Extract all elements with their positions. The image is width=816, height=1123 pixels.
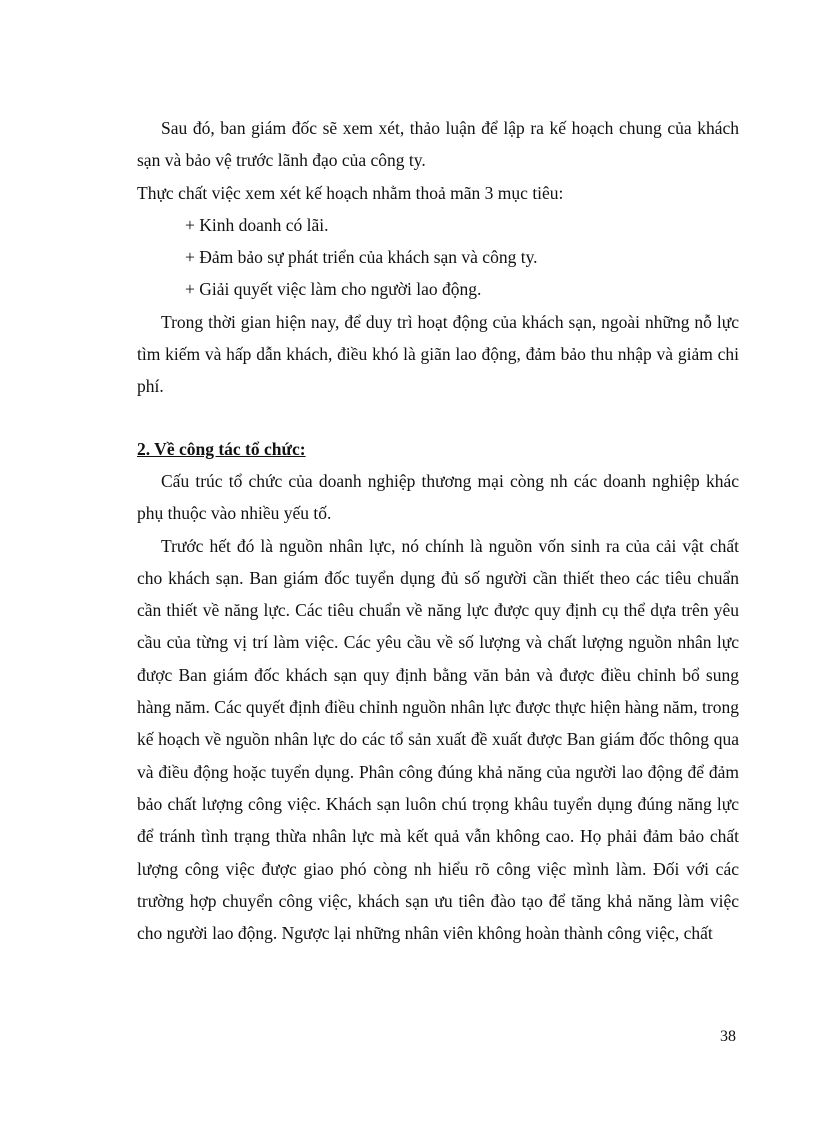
page-number: 38	[720, 1028, 736, 1045]
section-heading: 2. Về công tác tổ chức:	[137, 438, 306, 459]
paragraph-structure: Cấu trúc tổ chức của doanh nghiệp thương mại còng nh các doanh nghiệp khác phụ thuộc vào nhiều yếu tố.	[137, 470, 739, 524]
paragraph-objectives-lead: Thực chất việc xem xét kế hoạch nhằm thoả mãn 3 mục tiêu:	[137, 182, 564, 203]
paragraph-human-resources: Trước hết đó là nguồn nhân lực, nó chính là nguồn vốn sinh ra của cải vật chất cho khách sạn. Ban giám đốc tuyển dụng đủ số người cần thiết theo các tiêu chuẩn cần thiết về năng lực. Các tiêu chuẩn về năng lực được quy định cụ thể dựa trên yêu cầu của từng vị trí làm việc. Các yêu cầu về số lượng và chất lượng nguồn nhân lực được Ban giám đốc khách sạn quy định bằng văn bản và được điều chỉnh bổ sung hàng năm. Các quyết định điều chỉnh nguồn nhân lực được thực hiện hàng năm, trong kế hoạch về nguồn nhân lực do các tổ sản xuất đề xuất được Ban giám đốc thông qua và điều động hoặc tuyển dụng. Phân công đúng khả năng của người lao động để đảm bảo chất lượng công việc. Khách sạn luôn chú trọng khâu tuyển dụng đúng năng lực để tránh tình trạng thừa nhân lực mà kết quả vẫn không cao. Họ phải đảm bảo chất lượng công việc được giao phó còng nh hiểu rõ công việc mình làm. Đối với các trường hợp chuyển công việc, khách sạn ưu tiên đào tạo để tăng khả năng làm việc cho người lao động. Ngược lại những nhân viên không hoàn thành công việc, chất	[137, 535, 739, 944]
paragraph-intro: Sau đó, ban giám đốc sẽ xem xét, thảo luận để lập ra kế hoạch chung của khách sạn và bảo vệ trước lãnh đạo của công ty.	[137, 118, 739, 171]
paragraph-current-situation: Trong thời gian hiện nay, để duy trì hoạt động của khách sạn, ngoài những nỗ lực tìm kiếm và hấp dẫn khách, điều khó là giãn lao động, đảm bảo thu nhập và giảm chi phí.	[137, 311, 739, 397]
objective-item-2: + Đảm bảo sự phát triển của khách sạn và công ty.	[185, 247, 538, 268]
section-gap	[137, 403, 739, 433]
objective-item-3: + Giải quyết việc làm cho người lao động.	[185, 279, 482, 300]
objective-item-1: + Kinh doanh có lãi.	[185, 214, 329, 235]
body-text	[137, 112, 739, 949]
